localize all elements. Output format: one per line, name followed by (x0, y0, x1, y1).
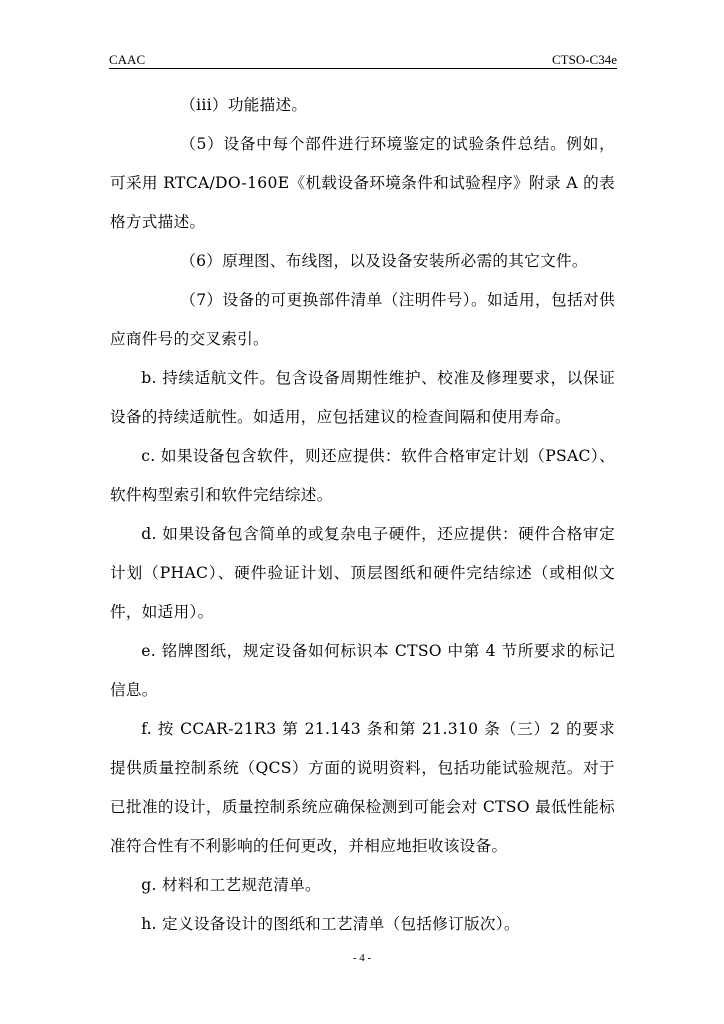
paragraph-h-drawings: h. 定义设备设计的图纸和工艺清单（包括修订版次）。 (141, 915, 520, 933)
paragraph-6-schematics: （6）原理图、布线图，以及设备安装所必需的其它文件。 (180, 252, 588, 270)
page-number: - 4 - (352, 952, 372, 964)
paragraph-iii-function-description: （iii）功能描述。 (180, 96, 308, 114)
paragraph-d-hardware: d. 如果设备包含简单的或复杂电子硬件，还应提供：硬件合格审定计划（PHAC）、硬件验证计划、顶层图纸和硬件完结综述（或相似文件，如适用）。 (110, 525, 615, 621)
paragraph-c-software: c. 如果设备包含软件，则还应提供：软件合格审定计划（PSAC）、软件构型索引和软件完结综述。 (110, 447, 615, 504)
document-body (110, 86, 615, 944)
header-left-text: CAAC (109, 52, 146, 67)
paragraph-e-nameplate: e. 铭牌图纸，规定设备如何标识本 CTSO 中第 4 节所要求的标记信息。 (110, 642, 615, 699)
page-header (109, 52, 617, 68)
paragraph-b-continued-airworthiness: b. 持续适航文件。包含设备周期性维护、校准及修理要求，以保证设备的持续适航性。如适用，应包括建议的检查间隔和使用寿命。 (110, 369, 615, 426)
paragraph-f-quality-control: f. 按 CCAR-21R3 第 21.143 条和第 21.310 条（三）2 的要求提供质量控制系统（QCS）方面的说明资料，包括功能试验规范。对于已批准的设计，质量控制系统应确保检测到可能会对 CTSO 最低性能标准符合性有不利影响的任何更改，并相应地拒收该设备。 (110, 720, 615, 855)
header-right-text: CTSO-C34e (552, 52, 617, 67)
paragraph-5-environmental-test-summary: （5）设备中每个部件进行环境鉴定的试验条件总结。例如，可采用 RTCA/DO-160E《机载设备环境条件和试验程序》附录 A 的表格方式描述。 (110, 135, 615, 231)
header-rule (109, 68, 617, 69)
paragraph-7-replaceable-parts: （7）设备的可更换部件清单（注明件号）。如适用，包括对供应商件号的交叉索引。 (110, 291, 615, 348)
paragraph-g-materials: g. 材料和工艺规范清单。 (141, 876, 321, 894)
